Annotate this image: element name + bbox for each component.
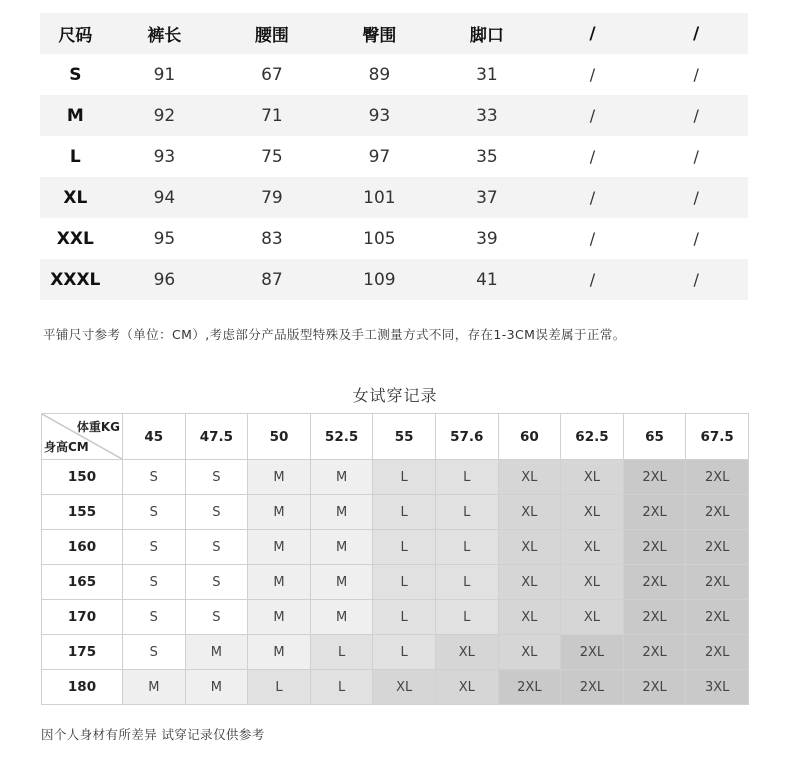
size-table-row xyxy=(40,177,748,218)
fit-size-cell: XL xyxy=(435,670,498,705)
weight-header-cell: 52.5 xyxy=(310,414,373,460)
fit-size-cell: L xyxy=(310,635,373,670)
size-value-cell: 71 xyxy=(218,95,326,136)
fit-size-cell: S xyxy=(123,600,186,635)
size-header-cell: / xyxy=(541,13,645,54)
size-value-cell: 91 xyxy=(153,64,176,85)
weight-header-cell: 67.5 xyxy=(686,414,749,460)
size-value-cell: / xyxy=(541,259,645,300)
fit-size-cell: M xyxy=(248,530,311,565)
fit-table-row xyxy=(42,495,749,530)
fit-size-cell: 2XL xyxy=(623,635,686,670)
size-value-cell: / xyxy=(693,229,699,248)
fit-size-cell: M xyxy=(310,460,373,495)
fit-record-title: 女试穿记录 xyxy=(352,386,438,405)
fit-size-cell: L xyxy=(373,460,436,495)
fit-table-row xyxy=(42,565,749,600)
size-table-row xyxy=(40,218,748,259)
size-value-cell: 93 xyxy=(326,95,434,136)
height-cell: 165 xyxy=(42,565,123,600)
fit-size-cell: M xyxy=(310,530,373,565)
size-value-cell: / xyxy=(644,177,748,218)
fit-size-cell: S xyxy=(123,565,186,600)
fit-note: 因个人身材有所差异 试穿记录仅供参考 xyxy=(41,727,265,742)
fit-size-cell: S xyxy=(123,495,186,530)
height-cell: 170 xyxy=(42,600,123,635)
size-value-cell: 105 xyxy=(363,228,396,249)
weight-header-cell: 57.6 xyxy=(435,414,498,460)
fit-table-row xyxy=(42,635,749,670)
size-value-cell: 79 xyxy=(218,177,326,218)
size-value-cell: 87 xyxy=(218,259,326,300)
fit-size-cell: XL xyxy=(561,600,624,635)
corner-cell xyxy=(42,414,123,460)
fit-size-cell: M xyxy=(248,565,311,600)
weight-header-cell: 55 xyxy=(373,414,436,460)
weight-header-cell: 60 xyxy=(498,414,561,460)
fit-size-cell: XL xyxy=(561,565,624,600)
fit-size-cell: XL xyxy=(561,530,624,565)
weight-header-cell: 45 xyxy=(123,414,186,460)
height-cell: 160 xyxy=(42,530,123,565)
fit-size-cell: L xyxy=(435,565,498,600)
fit-size-cell: 2XL xyxy=(686,565,749,600)
fit-size-cell: L xyxy=(435,495,498,530)
fit-size-cell: M xyxy=(248,600,311,635)
fit-record-table xyxy=(41,413,749,705)
fit-size-cell: XL xyxy=(498,565,561,600)
size-header-cell: 脚口 xyxy=(433,13,541,54)
fit-size-cell: 2XL xyxy=(623,495,686,530)
size-value-cell: 101 xyxy=(326,177,434,218)
height-cell: 180 xyxy=(42,670,123,705)
size-value-cell: 89 xyxy=(368,64,391,85)
fit-size-cell: 2XL xyxy=(561,670,624,705)
size-header-cell: 腰围 xyxy=(218,13,326,54)
fit-size-cell: XL xyxy=(498,635,561,670)
fit-size-cell: M xyxy=(248,495,311,530)
fit-size-cell: S xyxy=(123,530,186,565)
size-value-cell: / xyxy=(589,229,596,248)
size-value-cell: / xyxy=(541,95,645,136)
fit-size-cell: XL xyxy=(498,460,561,495)
fit-size-cell: S xyxy=(123,460,186,495)
fit-size-cell: M xyxy=(248,635,311,670)
size-table-header xyxy=(40,13,748,54)
height-axis-label: 身高CM xyxy=(44,440,89,454)
size-value-cell: 96 xyxy=(111,259,219,300)
size-note: 平铺尺寸参考（单位：CM）,考虑部分产品版型特殊及手工测量方式不同，存在1-3CM误差属于正常。 xyxy=(43,327,626,342)
fit-size-cell: L xyxy=(248,670,311,705)
fit-size-cell: M xyxy=(310,565,373,600)
fit-size-cell: M xyxy=(185,670,248,705)
fit-size-cell: M xyxy=(310,495,373,530)
fit-size-cell: L xyxy=(373,635,436,670)
size-table-row xyxy=(40,54,748,95)
fit-size-cell: M xyxy=(248,460,311,495)
fit-size-cell: S xyxy=(185,565,248,600)
size-value-cell: / xyxy=(541,177,645,218)
size-value-cell: 93 xyxy=(153,146,176,167)
fit-size-cell: 2XL xyxy=(686,495,749,530)
weight-header-cell: 65 xyxy=(623,414,686,460)
weight-header-cell: 50 xyxy=(248,414,311,460)
size-value-cell: 37 xyxy=(433,177,541,218)
fit-size-cell: 2XL xyxy=(623,600,686,635)
size-label-cell: S xyxy=(69,64,82,85)
fit-size-cell: 2XL xyxy=(561,635,624,670)
size-value-cell: 33 xyxy=(433,95,541,136)
height-cell: 175 xyxy=(42,635,123,670)
fit-size-cell: M xyxy=(185,635,248,670)
size-header-cell: 臀围 xyxy=(326,13,434,54)
fit-size-cell: XL xyxy=(435,635,498,670)
fit-size-cell: 2XL xyxy=(623,530,686,565)
size-value-cell: / xyxy=(693,147,699,166)
fit-size-cell: S xyxy=(185,460,248,495)
fit-size-cell: XL xyxy=(373,670,436,705)
height-cell: 150 xyxy=(42,460,123,495)
fit-table-row xyxy=(42,460,749,495)
size-header-cell: / xyxy=(644,13,748,54)
size-value-cell: 67 xyxy=(261,64,283,85)
size-table xyxy=(40,13,748,300)
fit-size-cell: XL xyxy=(498,600,561,635)
fit-size-cell: L xyxy=(435,600,498,635)
size-value-cell: 97 xyxy=(368,146,391,167)
size-value-cell: / xyxy=(644,95,748,136)
fit-size-cell: L xyxy=(373,530,436,565)
size-value-cell: 109 xyxy=(326,259,434,300)
size-value-cell: / xyxy=(589,65,596,84)
size-value-cell: 94 xyxy=(111,177,219,218)
weight-header-cell: 62.5 xyxy=(561,414,624,460)
size-value-cell: 31 xyxy=(476,64,498,85)
size-value-cell: / xyxy=(693,65,699,84)
fit-size-cell: S xyxy=(185,495,248,530)
fit-size-cell: L xyxy=(373,600,436,635)
size-value-cell: 35 xyxy=(476,146,498,167)
fit-size-cell: M xyxy=(310,600,373,635)
size-header-cell: 尺码 xyxy=(40,13,111,54)
size-value-cell: 83 xyxy=(261,228,283,249)
size-label-cell: XXXL xyxy=(40,259,111,300)
fit-table-header xyxy=(42,414,749,460)
fit-size-cell: 2XL xyxy=(686,600,749,635)
fit-size-cell: 3XL xyxy=(686,670,749,705)
weight-header-cell: 47.5 xyxy=(185,414,248,460)
fit-size-cell: S xyxy=(123,635,186,670)
height-cell: 155 xyxy=(42,495,123,530)
fit-size-cell: XL xyxy=(561,460,624,495)
fit-table-row xyxy=(42,530,749,565)
fit-size-cell: L xyxy=(373,495,436,530)
size-value-cell: 92 xyxy=(111,95,219,136)
size-table-row xyxy=(40,136,748,177)
fit-size-cell: XL xyxy=(498,530,561,565)
size-value-cell: / xyxy=(589,147,596,166)
size-header-cell: 裤长 xyxy=(111,13,219,54)
fit-size-cell: 2XL xyxy=(498,670,561,705)
fit-table-row xyxy=(42,670,749,705)
size-value-cell: 75 xyxy=(261,146,283,167)
fit-size-cell: 2XL xyxy=(686,635,749,670)
size-value-cell: 39 xyxy=(476,228,498,249)
weight-axis-label: 体重KG xyxy=(76,420,120,434)
size-value-cell: 95 xyxy=(153,228,176,249)
fit-size-cell: L xyxy=(435,530,498,565)
fit-size-cell: 2XL xyxy=(686,460,749,495)
fit-size-cell: 2XL xyxy=(686,530,749,565)
fit-size-cell: 2XL xyxy=(623,460,686,495)
fit-size-cell: 2XL xyxy=(623,670,686,705)
size-table-row xyxy=(40,95,748,136)
size-label-cell: XL xyxy=(40,177,111,218)
size-label-cell: L xyxy=(69,146,81,167)
size-table-row xyxy=(40,259,748,300)
fit-size-cell: L xyxy=(373,565,436,600)
fit-table-row xyxy=(42,600,749,635)
fit-size-cell: S xyxy=(185,600,248,635)
fit-size-cell: L xyxy=(310,670,373,705)
fit-size-cell: S xyxy=(185,530,248,565)
fit-size-cell: 2XL xyxy=(623,565,686,600)
size-value-cell: / xyxy=(644,259,748,300)
fit-size-cell: XL xyxy=(498,495,561,530)
fit-size-cell: M xyxy=(123,670,186,705)
fit-size-cell: XL xyxy=(561,495,624,530)
size-value-cell: 41 xyxy=(433,259,541,300)
size-label-cell: M xyxy=(40,95,111,136)
size-label-cell: XXL xyxy=(56,228,94,249)
fit-size-cell: L xyxy=(435,460,498,495)
